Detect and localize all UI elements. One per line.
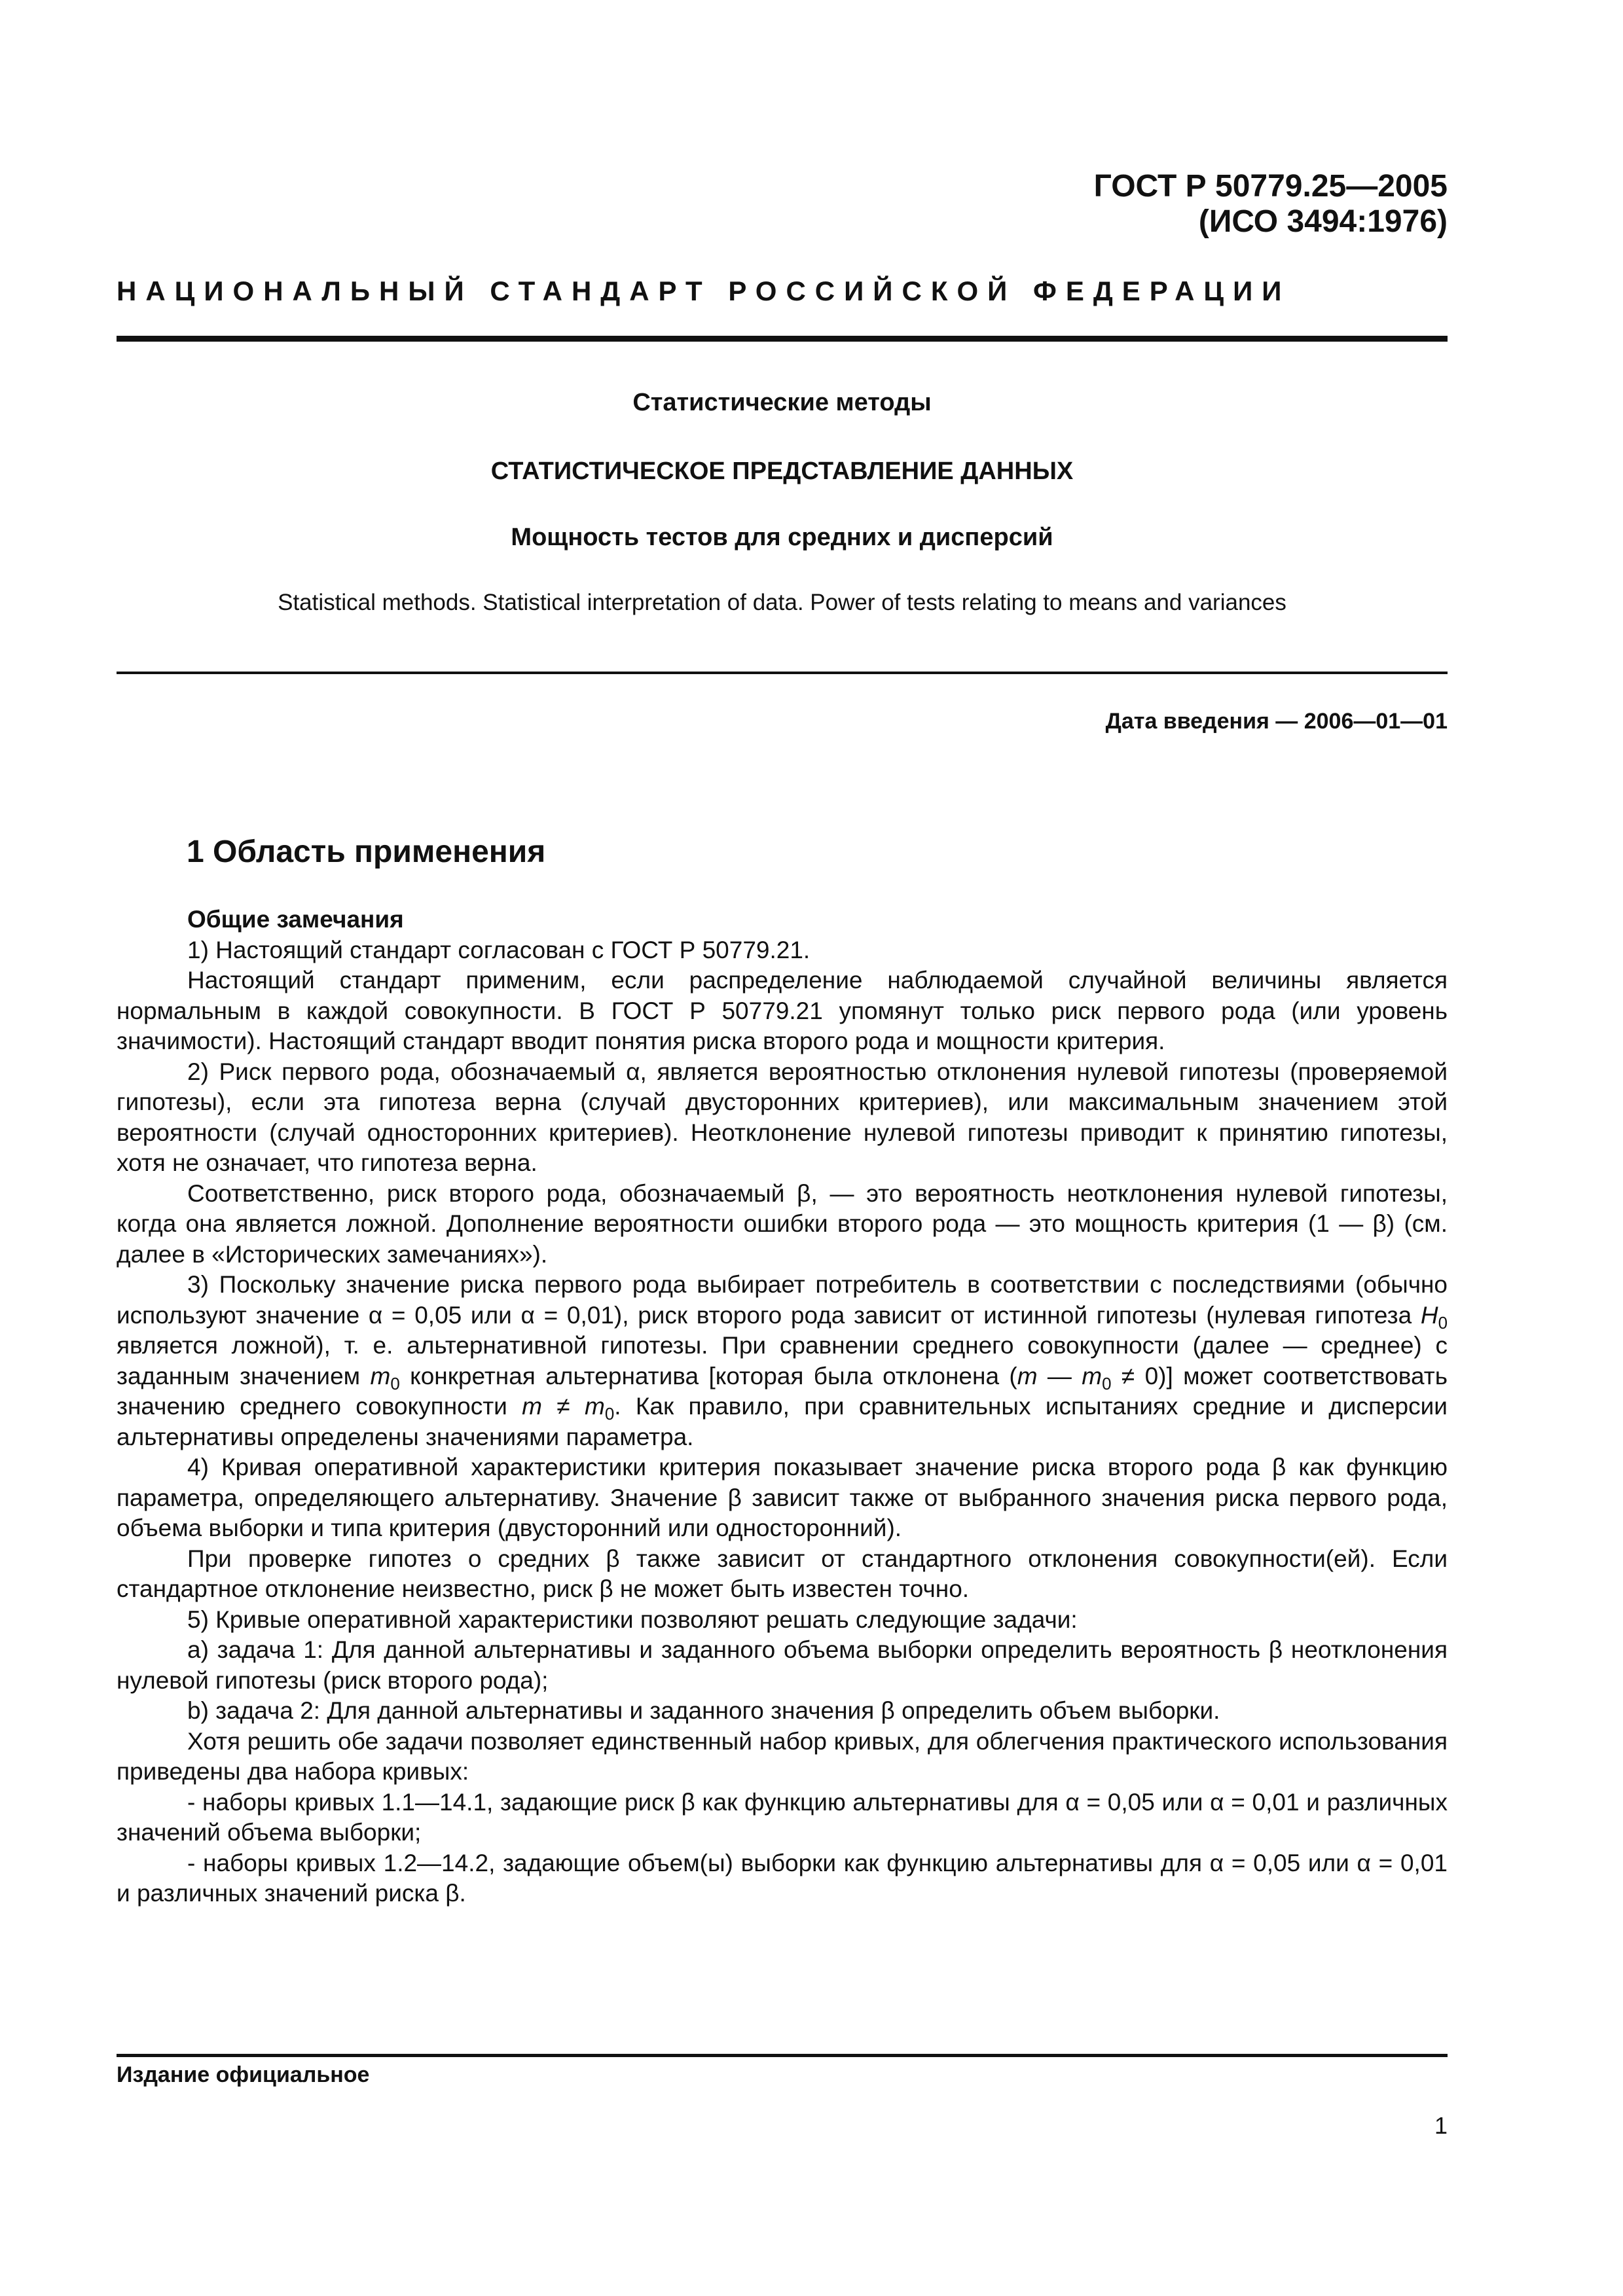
title-english: Statistical methods. Statistical interpretation of data. Power of tests relating to means and variances	[278, 590, 1286, 615]
title-group: Статистические методы	[632, 389, 932, 416]
standard-code: ГОСТ Р 50779.25—2005	[1093, 169, 1448, 204]
paragraph-1: 1) Настоящий стандарт согласован с ГОСТ Р 50779.21.	[187, 936, 811, 963]
section-heading: 1 Область применения	[187, 834, 546, 869]
iso-code: (ИСО 3494:1976)	[1198, 204, 1448, 239]
edition-label: Издание официальное	[117, 2062, 370, 2087]
section-body	[117, 905, 1448, 1909]
paragraph-4: Соответственно, риск второго рода, обозначаемый β, — это вероятность неотклонения нулевой гипотезы, когда она является ложной. Дополнение вероятности ошибки второго рода — это мощность критерия (1 — β) (см. далее в «Исторических замечаниях»).	[117, 1179, 1448, 1268]
paragraph-11: Хотя решить обе задачи позволяет единственный набор кривых, для облегчения практического использования приведены два набора кривых:	[117, 1727, 1448, 1785]
header-rule	[117, 336, 1448, 342]
paragraph-7: При проверке гипотез о средних β также зависит от стандартного отклонения совокупности(ей). Если стандартное отклонение неизвестно, риск β не может быть известен точно.	[117, 1545, 1448, 1602]
paragraph-2: Настоящий стандарт применим, если распределение наблюдаемой случайной величины является нормальным в каждой совокупности. В ГОСТ Р 50779.21 упомянут только риск первого рода (или уровень значимости). Настоящий стандарт вводит понятия риска второго рода и мощности критерия.	[117, 967, 1448, 1054]
paragraph-10: b) задача 2: Для данной альтернативы и заданного значения β определить объем выборки.	[187, 1697, 1220, 1724]
introduction-date: Дата введения — 2006—01—01	[1105, 709, 1448, 734]
title-rule	[117, 672, 1448, 674]
title-sub: Мощность тестов для средних и дисперсий	[511, 524, 1053, 551]
paragraph-9: a) задача 1: Для данной альтернативы и заданного объема выборки определить вероятность β неотклонения нулевой гипотезы (риск второго рода);	[117, 1636, 1448, 1694]
page-number: 1	[1434, 2112, 1448, 2139]
paragraph-12: - наборы кривых 1.1—14.1, задающие риск β как функцию альтернативы для α = 0,05 или α = 0,01 и различных значений объема выборки;	[117, 1788, 1448, 1846]
subheading: Общие замечания	[187, 906, 404, 933]
paragraph-3: 2) Риск первого рода, обозначаемый α, является вероятностью отклонения нулевой гипотезы (проверяемой гипотезы), если эта гипотеза верна (случай двусторонних критериев), или максимальным значением этой вероятности (случай односторонних критериев). Неотклонение нулевой гипотезы приводит к принятию гипотезы, хотя не означает, что гипотеза верна.	[117, 1058, 1448, 1176]
paragraph-8: 5) Кривые оперативной характеристики позволяют решать следующие задачи:	[187, 1605, 1078, 1633]
paragraph-13: - наборы кривых 1.2—14.2, задающие объем(ы) выборки как функцию альтернативы для α = 0,05 или α = 0,01 и различных значений риска β.	[117, 1849, 1448, 1907]
paragraph-6: 4) Кривая оперативной характеристики критерия показывает значение риска второго рода β как функцию параметра, определяющего альтернативу. Значение β зависит также от выбранного значения риска первого рода, объема выборки и типа критерия (двусторонний или односторонний).	[117, 1454, 1448, 1541]
paragraph-5: 3) Поскольку значение риска первого рода выбирает потребитель в соответствии с последствиями (обычно используют значение α = 0,05 или α = 0,01), риск второго рода зависит от истинной гипотезы (нулевая гипотеза $H_0$ является ложной), т. е. альтернативной гипотезы. При сравнении среднего совокупности (далее — среднее) с заданным значением $m_0$ конкретная альтернатива [которая была отклонена (m — $m_0 \ne 0$)] может соответствовать значению среднего совокупности $m \ne m_0$. Как правило, при сравнительных испытаниях средние и дисперсии альтернативы определены значениями параметра.	[117, 1271, 1448, 1450]
national-standard-heading: НАЦИОНАЛЬНЫЙ СТАНДАРТ РОССИЙСКОЙ ФЕДЕРАЦИИ	[117, 276, 1291, 306]
title-main: СТАТИСТИЧЕСКОЕ ПРЕДСТАВЛЕНИЕ ДАННЫХ	[490, 457, 1074, 485]
footer-rule	[117, 2054, 1448, 2057]
